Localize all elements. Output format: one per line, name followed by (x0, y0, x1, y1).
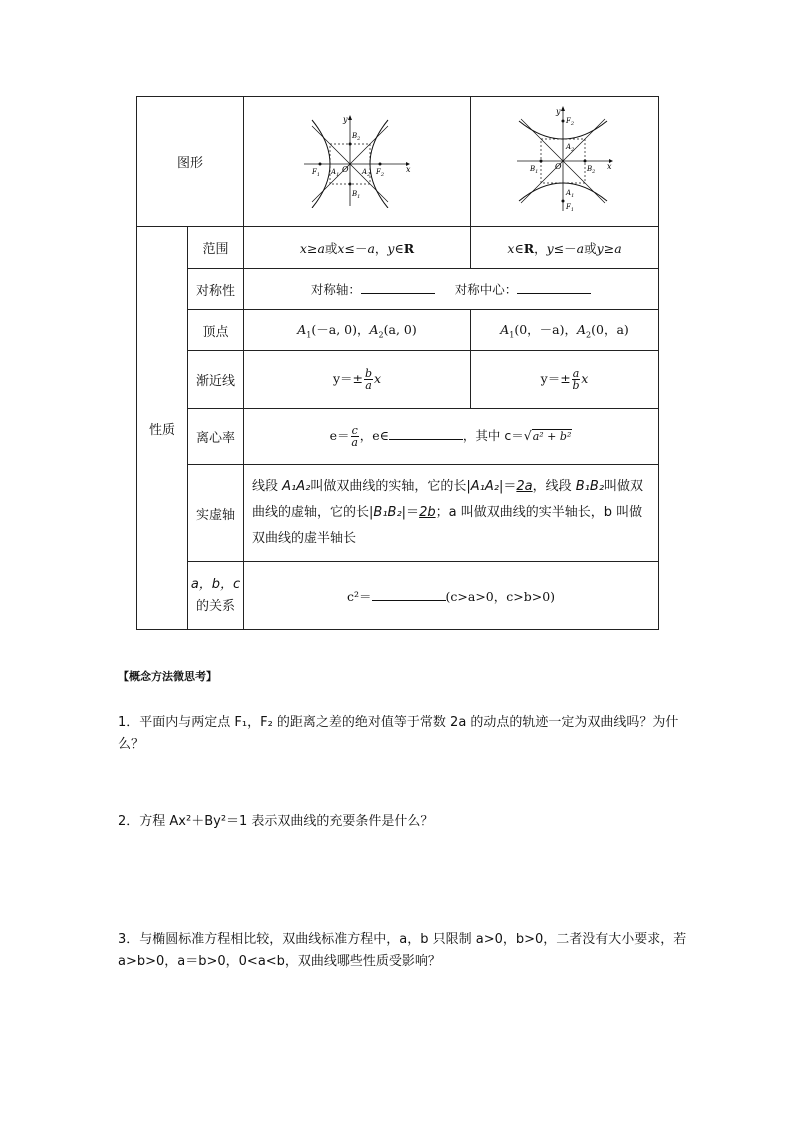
eccentricity-value: e＝ $\frac{c}{a}$ ，e∈ ，其中 c＝√a² + b² (244, 409, 659, 465)
figure-row (137, 97, 659, 227)
abc-label: a，b，c 的关系 (188, 562, 244, 630)
fig2-b2-label: $B_2$ (586, 164, 595, 175)
symmetry-center-blank (517, 281, 591, 294)
question-1: 1．平面内与两定点 F₁，F₂ 的距离之差的绝对值等于常数 2a 的动点的轨迹一定为双曲线吗？为什么？ (118, 715, 679, 752)
fig1-y-label: y (343, 114, 348, 124)
fig2-f2-label: $F_2$ (565, 116, 574, 127)
y-axis-arrow-icon (561, 106, 565, 111)
focus-f1-point (319, 162, 322, 165)
fig2-a2-label: $A_2$ (565, 142, 574, 153)
figure-horizontal-cell (244, 97, 471, 227)
fig2-x-label: x (606, 161, 612, 171)
symmetry-label: 对称性 (188, 269, 244, 310)
abc-blank (372, 588, 446, 601)
y-axis-arrow-icon (348, 115, 352, 120)
properties-label: 性质 (137, 227, 188, 630)
focus-f2-point (379, 162, 382, 165)
axes-row (137, 465, 659, 562)
figure-vertical-cell (471, 97, 659, 227)
vertex-label: 顶点 (188, 310, 244, 351)
abc-row (137, 562, 659, 630)
vertex-row (137, 310, 659, 351)
b2-point (349, 142, 352, 145)
symmetry-axis-blank (361, 281, 435, 294)
eccentricity-row (137, 409, 659, 465)
symmetry-row (137, 269, 659, 310)
fig2-b1-label: $B_1$ (529, 164, 538, 175)
fig1-b1-label: $B_1$ (352, 189, 361, 200)
symmetry-center-text: 对称中心： (454, 282, 518, 297)
fig1-f1-label: $F_1$ (312, 167, 321, 178)
eccentricity-blank (389, 427, 463, 440)
fig1-origin-label: O (342, 164, 349, 174)
fig1-a1-label: $A_1$ (331, 167, 340, 178)
symmetry-axis-text: 对称轴： (310, 282, 361, 297)
fig1-b2-label: $B_2$ (352, 131, 361, 142)
question-3: 3．与椭圆标准方程相比较，双曲线标准方程中，a，b 只限制 a>0，b>0，二者没有大小要求，若 a>b>0，a＝b>0，0<a<b，双曲线哪些性质受影响？ (118, 932, 687, 969)
section-title: 【概念方法微思考】 (118, 670, 217, 683)
hyperbola-properties-table (136, 96, 659, 630)
focus-f2-point (561, 119, 564, 122)
fig2-f1-label: $F_1$ (565, 202, 574, 213)
fig1-x-label: x (406, 164, 411, 174)
fig1-a2-label: $A_2$ (362, 167, 371, 178)
focus-f1-point (561, 199, 564, 202)
asymptote-vertical: y＝± $\frac{a}{b}$ x (471, 351, 659, 409)
fig2-origin-label: O (554, 161, 562, 171)
b1-point (539, 159, 542, 162)
asymptote-row (137, 351, 659, 409)
figure-label: 图形 (137, 97, 244, 227)
horizontal-hyperbola-figure (302, 112, 412, 208)
b2-point (583, 159, 586, 162)
b1-point (349, 182, 352, 185)
symmetry-value (244, 269, 659, 310)
vertical-hyperbola-figure (515, 105, 615, 215)
range-horizontal: x≥a或x≤－a，y∈R (244, 227, 471, 269)
asymptote-label: 渐近线 (188, 351, 244, 409)
axes-label: 实虚轴 (188, 465, 244, 562)
question-2: 2．方程 Ax²＋By²＝1 表示双曲线的充要条件是什么？ (118, 814, 434, 829)
fig1-f2-label: $F_2$ (376, 167, 385, 178)
fig2-y-label: y (555, 106, 561, 116)
asymptote-horizontal: y＝± $\frac{b}{a}$ x (244, 351, 471, 409)
axes-value: 线段 A₁A₂叫做双曲线的实轴，它的长|A₁A₂|＝2a，线段 B₁B₂叫做双曲线的虚轴，它的长|B₁B₂|＝2b；a 叫做双曲线的实半轴长，b 叫做双曲线的虚半轴长 (244, 465, 659, 562)
range-vertical: x∈R，y≤－a或y≥a (471, 227, 659, 269)
eccentricity-label: 离心率 (188, 409, 244, 465)
range-label: 范围 (188, 227, 244, 269)
range-row (137, 227, 659, 269)
vertex-horizontal: $A_1(-a$, 0)，$A_2(a$, 0) (244, 310, 471, 351)
vertex-vertical: $A_1(0$，－a)，$A_2(0$，a) (471, 310, 659, 351)
fig2-a1-label: $A_1$ (565, 188, 574, 199)
abc-value: c²＝ (c>a>0，c>b>0) (244, 562, 659, 630)
